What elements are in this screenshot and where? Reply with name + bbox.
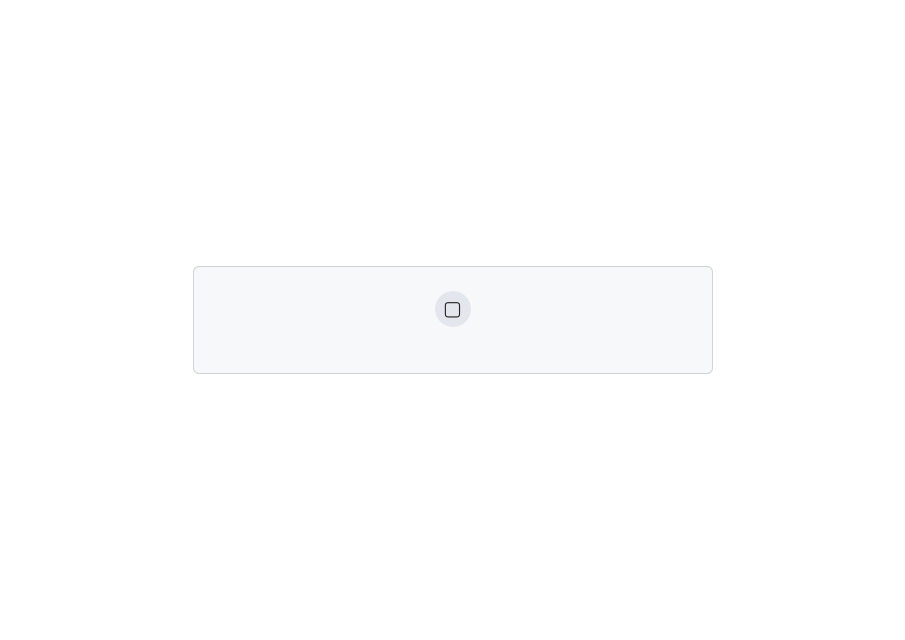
- missing-screenshot-notice: [193, 266, 713, 374]
- image-missing-icon: ▢: [435, 291, 471, 327]
